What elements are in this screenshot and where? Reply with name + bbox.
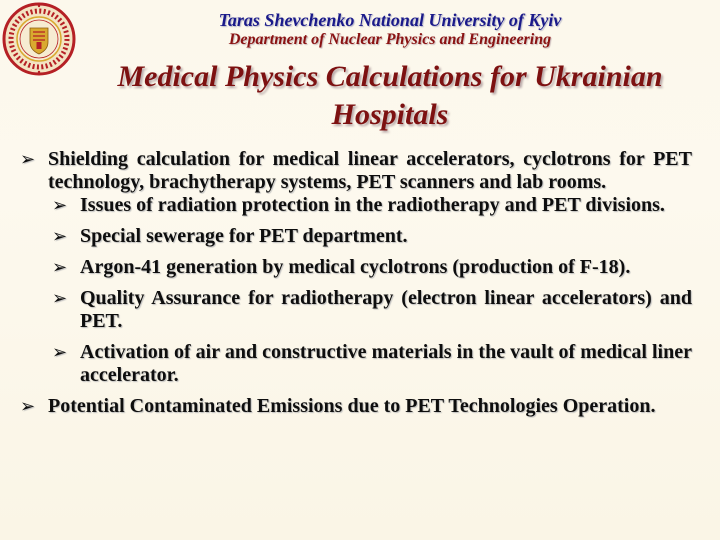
sub-bullet-item	[52, 225, 692, 248]
slide-title	[70, 58, 710, 134]
arrow-bullet-icon: ➢	[52, 288, 68, 309]
bullet-text: Issues of radiation protection in the radiotherapy and PET divisions.	[80, 194, 665, 216]
sub-bullet-item	[52, 341, 692, 387]
arrow-bullet-icon: ➢	[52, 342, 68, 363]
sub-bullet-item	[52, 287, 692, 333]
bullet-item	[20, 395, 692, 418]
department-name: Department of Nuclear Physics and Engineering	[228, 31, 552, 48]
sub-bullet-item	[52, 194, 692, 217]
slide-title-line-2: Hospitals	[331, 98, 449, 131]
sub-bullet-item	[52, 256, 692, 279]
bullet-item	[20, 148, 692, 194]
bullet-text: Quality Assurance for radiotherapy (electron linear accelerators) and PET.	[80, 287, 692, 332]
bullet-text: Special sewerage for PET department.	[80, 225, 408, 247]
university-name: Taras Shevchenko National University of Kyiv	[218, 10, 562, 30]
bullet-text: Shielding calculation for medical linear accelerators, cyclotrons for PET technology, brachytherapy systems, PET scanners and lab rooms.	[48, 148, 692, 193]
arrow-bullet-icon: ➢	[20, 149, 36, 170]
bullet-text: Potential Contaminated Emissions due to PET Technologies Operation.	[48, 395, 656, 417]
arrow-bullet-icon: ➢	[52, 226, 68, 247]
slide-header	[110, 10, 670, 50]
arrow-bullet-icon: ➢	[52, 257, 68, 278]
bullet-list	[20, 148, 692, 418]
university-seal-logo	[2, 2, 76, 76]
arrow-bullet-icon: ➢	[20, 396, 36, 417]
arrow-bullet-icon: ➢	[52, 195, 68, 216]
slide-title-line-1: Medical Physics Calculations for Ukrainian	[117, 60, 663, 93]
bullet-text: Argon-41 generation by medical cyclotrons (production of F-18).	[80, 256, 631, 278]
bullet-text: Activation of air and constructive materials in the vault of medical liner accelerator.	[80, 341, 692, 386]
